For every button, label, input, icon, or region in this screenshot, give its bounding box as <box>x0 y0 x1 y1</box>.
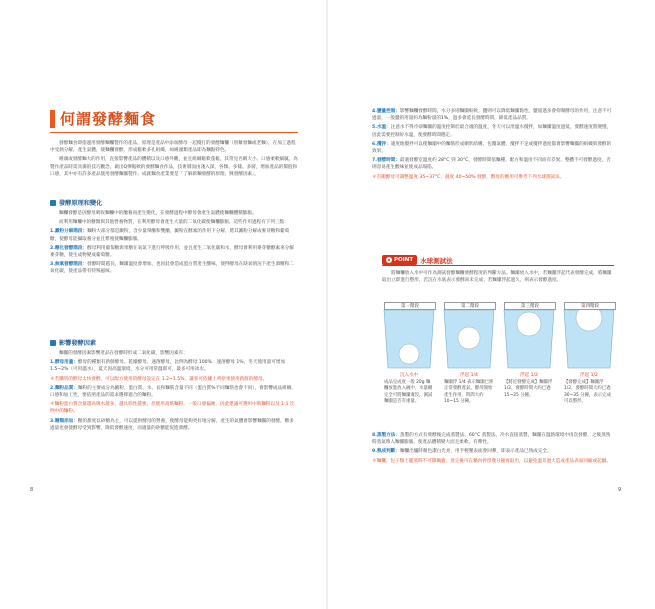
factor-note: ＊麵粉蛋白質含量越高吸水越多，越具筋性越強，但使用高筋麵粉，一般口感偏硬，因此建議可選用中筋麵粉以及 1:1 比例中的麵粉。 <box>50 402 295 415</box>
intro-text <box>50 140 298 180</box>
factor-item: 6.攪拌：適度地攪拌可以使麵團中的麵筋形成網狀結構，包覆氣體，攪拌不足或攪拌過度都會影響麵團的組織與發酵的效果。 <box>372 141 612 155</box>
factor-item: 7.發酵時間：最適發酵室溫度約 28°C 到 30°C，發酵時間依麵種、配方和溫度不同而有差異，整體不可發酵過度，否則容易產生酸味並使成品塌陷。 <box>372 158 611 171</box>
stage-description: 成品完成度一般 20g 麵糰放進放入碗中，水量剛完全可將麵團淹沒，測試麵團是否有重量。 <box>384 380 433 405</box>
factor-item: 2.麵粉品質：麵粉的主要成分為澱粉、蛋白質、水、長和麵筋含量不同（蛋白質%不同麵筋也會不同），會影響成品組織、口感和加工性，要依照產品的需求選擇適合的麵粉。 <box>50 385 296 399</box>
intro-paragraph-1: 發酵麵食即指運用發酵麵糰製作的產品，原理是產品中添加酵母一起攪打的發酵麵糰（別稱發麵或老麵），在加工過程中受熱分解，產生氣體，使麵糰發酵，形成鬆軟多孔組織，如饅頭類產品即為麵點特色。 <box>50 141 296 154</box>
stage-label: 第一階段 <box>384 302 436 310</box>
section-square-icon <box>50 200 56 206</box>
dough-ball <box>458 327 480 349</box>
intro-paragraph-2: 饅頭或發酵麵大的作用，直接影響產品的體積以及口感外觀，並且組織鬆軟蓬鬆，其常見名稱大小、口感柔軟細膩，為製作產品時需具備的技巧觀念，做出Q彈鬆軟的發酵麵食作品，技術層面由淺入深，各類、多樣、多層，增加產品的價值和口感，其中亦有許多產品使用發酵麵團製作。成就麵食產業要是「了解新麵發酵的原理、興發酵因素」。 <box>50 157 298 177</box>
section-heading-principle: 發酵原理和變化 <box>50 198 102 207</box>
page-number-left: 8 <box>30 487 34 493</box>
factors-text <box>50 350 298 434</box>
right-factors-text <box>372 108 612 183</box>
stage-label: 第三階段 <box>504 302 556 310</box>
point-badge: POINT <box>382 255 417 265</box>
stage-label: 第二階段 <box>444 302 496 310</box>
dough-ball <box>399 344 419 364</box>
factor-note: ＊若購買的酵母太快發酵，可以配方使用的酵母設定在 1.2~1.5%，讓客可依據上列原果使用新鮮的酵母。 <box>50 376 268 382</box>
stage-description: 【將近發酵完成】麵團浮 1/2，發酵時間大約已過 15~25 分鐘。 <box>504 380 553 398</box>
dough-ball <box>517 312 541 336</box>
section-heading-factors: 影響發酵因素 <box>50 338 96 347</box>
point-intro: 將麵糰放入水中可作為測試發酵麵糰發酵程度的判斷方法。麵團放入水中，若麵團浮起代表發酵完成，將麵團取出立即進行整形，若沉在水底表示發酵尚未完成；若麵團浮起過久，則表示發酵過度。 <box>382 271 612 284</box>
factor-item: 1.酵母用量：酵母的種類有新鮮酵母、乾燥酵母、速溶酵母，比例為酵母 100%：速溶酵母 1%，冬天使用量可增加 1.5~2%（可用溫水），夏天因高溫環境，水分可用常溫即可，最多可用冰水。 <box>50 360 286 373</box>
principle-paragraph-2: 而利用麵糰中的糖類與其他營養物質，在利用酵母會產生大量的二氧化碳使麵糰膨脹，這些作用過程有下列三點： <box>59 220 289 226</box>
stage-4-glass <box>564 300 614 368</box>
section-square-icon <box>50 340 56 346</box>
point-underline <box>382 265 614 266</box>
factor-item: 3.糖類添加：糖的甜度以砂糖為主，可以提供酵母的營養，使酵母能夠更好地分解，產生的氣體會影響麵團的發酵，糖多過量也會使酵母受到影響，降低發酵速度，而適量的砂糖能促進發酵。 <box>50 418 294 431</box>
stage-caption: 浮起 1/4 <box>460 373 478 378</box>
point-title: 水球測試法 <box>420 256 453 265</box>
stage-caption: 浮起 1/2 <box>520 373 538 378</box>
factors-intro: 麵團的發酵因素影響產品在發酵時形成二氧化碳，影響因素有： <box>59 351 188 356</box>
stage-description: 麵團浮 1/4 表示麵團已經正常發酵產氣，酵母開始產生作用，時間大約 10~15 分鐘。 <box>444 380 494 405</box>
factor-item: 9.熟成判斷：麵糰出爐時顏色潔白光亮，用手輕壓表面會回彈，即表示產品已熟成完全。 <box>372 449 552 455</box>
stage-3-glass <box>504 300 554 368</box>
principle-item: 2.糖化發酵階段：酵母利用葡萄糖與果糖在氧氣下進行呼吸作用，並且產生二氧化碳和水，酵母會利用麥芽糖酵素來分解麥芽糖，使生成物變成葡萄糖。 <box>50 245 294 259</box>
factor-item: 8.蒸製方法：蒸製的方式有發酵後完成蒸製法、60°C 蒸製法、冷水直接蒸製，麵團在溫熱環境中再次發酵，之後蒸熟時蒸氣滲入麵團膨脹，使產品體積變大而且柔軟、有彈性。 <box>372 433 611 446</box>
lower-factors-text <box>372 432 612 467</box>
water-test-illustration <box>380 300 616 380</box>
factor-item: 5.水溫：注意水不得冷卻麵團的溫度控制於最合適的溫度，冬天可以用溫水攪拌，如麵團溫度過低，發酵速度將變慢，因此需要控制好水溫，使發酵時間穩定。 <box>372 125 612 138</box>
stage-1-glass <box>384 300 434 368</box>
title-underline <box>50 132 298 133</box>
steaming-note: ＊麵糰、包子類上籠蒸時不可開鍋蓋，蒸完後可在鍋內停留幾分鐘再取出，以避免溫差過大造成產品表面回縮或起皺。 <box>372 458 611 464</box>
stage-caption: 浮起 1/2 <box>580 373 598 378</box>
principle-item: 3.無氧發酵階段：發酵時間越長，麵團溫度會增加，也因此會造成蛋白質產生酸味，使得酵母在缺氧情況下產生酒精和二氧化碳，使產品帶有特殊風味。 <box>50 262 294 275</box>
page-title: 何謂發酵麵食 <box>60 110 157 128</box>
page-number-right: 9 <box>618 487 622 493</box>
principle-text <box>50 210 298 278</box>
stage-label: 第四階段 <box>564 302 616 310</box>
left-page <box>0 0 327 609</box>
stage-description: 【發酵完成】麵團浮 1/2，發酵時間大約已過 30~35 分鐘，表示完成可以整形。 <box>564 380 611 405</box>
factor-item: 4.鹽量控制：影響麵糰發酵時間，水分多則麵團較軟，鹽則可以降低麵團黏性，鹽量過多會抑制酵母的作用，注意不可過量，一般鹽的用量約為麵粉量的1%，過多會延長發酵時間，降低產品品質。 <box>372 109 612 122</box>
stage-2-glass <box>444 300 494 368</box>
principle-paragraph-1: 麵糰發酵是因酵母吸收麵糰中的醣養而產生變化，在發酵過程中酵母會產生氣體使麵糰體積膨脹。 <box>59 211 257 216</box>
fermentation-tip: ＊有關酵母可調整溫度 35~37°C，濕度 40~50% 發酵，酵母的應用可參考下列水球測試法。 <box>372 174 565 180</box>
point-target-icon <box>386 257 392 263</box>
stage-caption: 沉入水中 <box>400 373 418 378</box>
title-accent-bar <box>50 110 55 128</box>
principle-item: 1.澱粉分解階段：麵粉大部分都是澱粉，含少量單醣和雙醣，澱粉在酵素的作用下分解，將其澱粉分解成麥芽糖和葡萄糖，使酵母能攝取養分並且繁殖使麵糰膨脹。 <box>50 229 290 242</box>
point-heading <box>382 255 453 265</box>
